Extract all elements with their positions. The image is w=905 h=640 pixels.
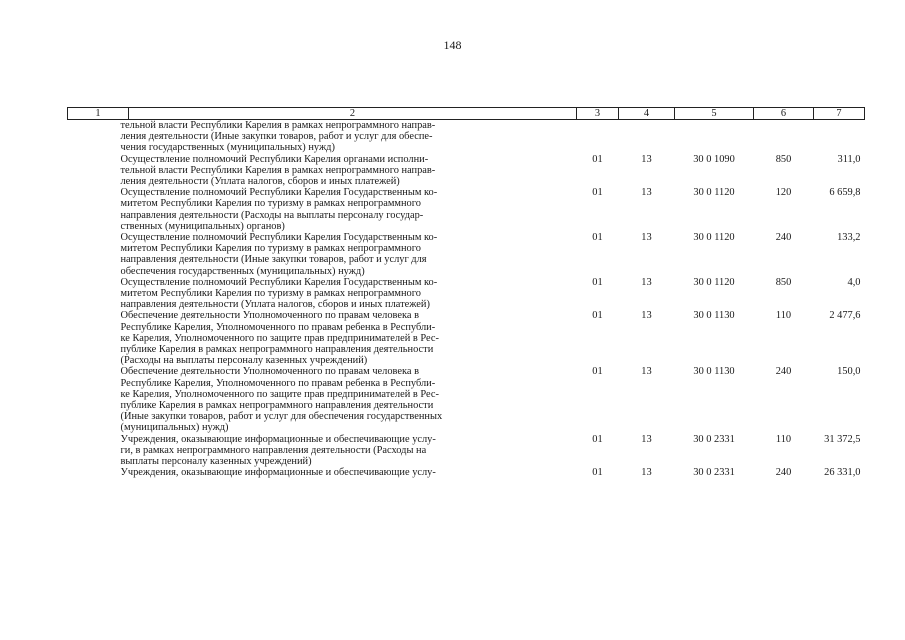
table-row [68,366,865,433]
subsection-code: 13 [641,276,652,288]
table-row [68,232,865,277]
section-code: 01 [592,187,603,199]
target-article-code: 30 0 1130 [693,366,735,378]
subsection-code [619,120,675,154]
description-line: Осуществление полномочий Республики Карелия Государственным ко- [120,232,438,244]
section-code: 01 [592,467,603,479]
column-header-2: 2 [129,108,577,120]
description-line: направления деятельности (Уплата налогов, сборов и иных платежей) [120,299,430,311]
description-line: (муниципальных) нужд) [120,422,229,434]
column-header-7: 7 [814,108,865,120]
amount-value: 26 331,0 [824,467,861,479]
budget-table-wrapper [67,107,864,479]
description-line: Республике Карелия, Уполномоченного по правам ребенка в Республи- [120,321,436,333]
description-line: выплаты персоналу казенных учреждений) [120,456,312,468]
amount-value: 31 372,5 [824,433,861,445]
description-line: Осуществление полномочий Республики Карелия Государственным ко- [120,276,438,288]
section-code: 01 [592,153,603,165]
table-row [68,277,865,311]
target-article-code: 30 0 1120 [693,187,735,199]
table-row [68,187,865,232]
section-code: 01 [592,366,603,378]
budget-table [67,107,865,479]
description-line: Учреждения, оказывающие информационные и обеспечивающие услу- [120,467,436,479]
column-header-3: 3 [577,108,619,120]
row-description [68,277,577,311]
amount-value: 311,0 [837,153,861,165]
description-line: ления деятельности (Иные закупки товаров, работ и услуг для обеспе- [120,131,433,143]
row-description-text [121,434,565,468]
description-line: ления деятельности (Уплата налогов, сборов и иных платежей) [120,176,400,188]
expense-type-code: 240 [775,232,792,244]
subsection-code: 13 [641,433,652,445]
subsection-code: 13 [641,366,652,378]
expense-type-code: 240 [775,467,792,479]
row-description-text [121,232,565,277]
row-description-text [121,277,565,311]
target-article-code: 30 0 1120 [693,276,735,288]
row-description [68,434,577,468]
description-line: Обеспечение деятельности Уполномоченного по правам человека в [120,366,420,378]
table-row [68,467,865,478]
expense-type-code [754,120,814,154]
description-line: направления деятельности (Расходы на выплаты персоналу государ- [120,209,424,221]
description-line: ке Карелия, Уполномоченного по защите прав предпринимателей в Рес- [120,332,439,344]
expense-type-code: 850 [775,153,792,165]
description-line: ке Карелия, Уполномоченного по защите прав предпринимателей в Рес- [120,388,439,400]
amount-value: 6 659,8 [829,187,861,199]
description-line: митетом Республики Карелия по туризму в рамках непрограммного [120,288,421,300]
description-line: (Расходы на выплаты персоналу казенных учреждений) [120,355,368,367]
expense-type-code: 110 [775,310,792,322]
description-line: Осуществление полномочий Республики Карелия органами исполни- [120,153,429,165]
column-header-6: 6 [754,108,814,120]
expense-type-code: 240 [775,366,792,378]
subsection-code: 13 [641,467,652,479]
description-line: митетом Республики Карелия по туризму в рамках непрограммного [120,198,421,210]
row-description-text [121,154,565,188]
row-description-text [121,120,565,154]
description-line: публике Карелия в рамках непрограммного направления деятельности [120,344,434,356]
column-header-1: 1 [68,108,129,120]
amount-value [814,120,865,154]
amount-value: 133,2 [837,232,861,244]
amount-value: 2 477,6 [829,310,861,322]
row-description-text [121,467,565,478]
column-header-4: 4 [619,108,675,120]
expense-type-code: 110 [775,433,792,445]
expense-type-code: 120 [775,187,792,199]
row-description [68,467,577,478]
row-description [68,366,577,433]
table-row [68,120,865,154]
description-line: (Иные закупки товаров, работ и услуг для обеспечения государственных [120,411,443,423]
subsection-code: 13 [641,232,652,244]
description-line: ги, в рамках непрограммного направления деятельности (Расходы на [120,444,427,456]
target-article-code: 30 0 1090 [693,153,735,165]
page-number: 148 [443,38,462,52]
description-line: митетом Республики Карелия по туризму в рамках непрограммного [120,243,421,255]
section-code: 01 [592,276,603,288]
table-row [68,154,865,188]
row-description [68,187,577,232]
description-line: Учреждения, оказывающие информационные и обеспечивающие услу- [120,433,436,445]
row-description [68,310,577,366]
table-row [68,434,865,468]
description-line: публике Карелия в рамках непрограммного направления деятельности [120,400,434,412]
amount-value: 4,0 [847,276,861,288]
subsection-code: 13 [641,187,652,199]
column-header-5: 5 [675,108,754,120]
row-description-text [121,366,565,433]
description-line: Обеспечение деятельности Уполномоченного по правам человека в [120,310,420,322]
description-line: чения государственных (муниципальных) нужд) [120,142,335,154]
description-line: тельной власти Республики Карелия в рамках непрограммного направ- [120,120,436,131]
table-row [68,310,865,366]
section-code: 01 [592,310,603,322]
target-article-code: 30 0 2331 [693,467,735,479]
description-line: Осуществление полномочий Республики Карелия Государственным ко- [120,187,438,199]
description-line: обеспечения государственных (муниципальных) нужд) [120,265,365,277]
section-code: 01 [592,433,603,445]
description-line: Республике Карелия, Уполномоченного по правам ребенка в Республи- [120,377,436,389]
expense-type-code: 850 [775,276,792,288]
target-article-code: 30 0 2331 [693,433,735,445]
subsection-code: 13 [641,153,652,165]
description-line: ственных (муниципальных) органов) [120,220,285,232]
description-line: направления деятельности (Иные закупки товаров, работ и услуг для [120,254,427,266]
column-number-row [68,108,865,120]
target-article-code [675,120,754,154]
row-description [68,154,577,188]
subsection-code: 13 [641,310,652,322]
row-description-text [121,310,565,366]
target-article-code: 30 0 1120 [693,232,735,244]
table-body [68,120,865,479]
description-line: тельной власти Республики Карелия в рамках непрограммного направ- [120,164,436,176]
row-description [68,232,577,277]
section-code: 01 [592,232,603,244]
amount-value: 150,0 [837,366,861,378]
target-article-code: 30 0 1130 [693,310,735,322]
row-description-text [121,187,565,232]
row-description [68,120,577,154]
section-code [577,120,619,154]
